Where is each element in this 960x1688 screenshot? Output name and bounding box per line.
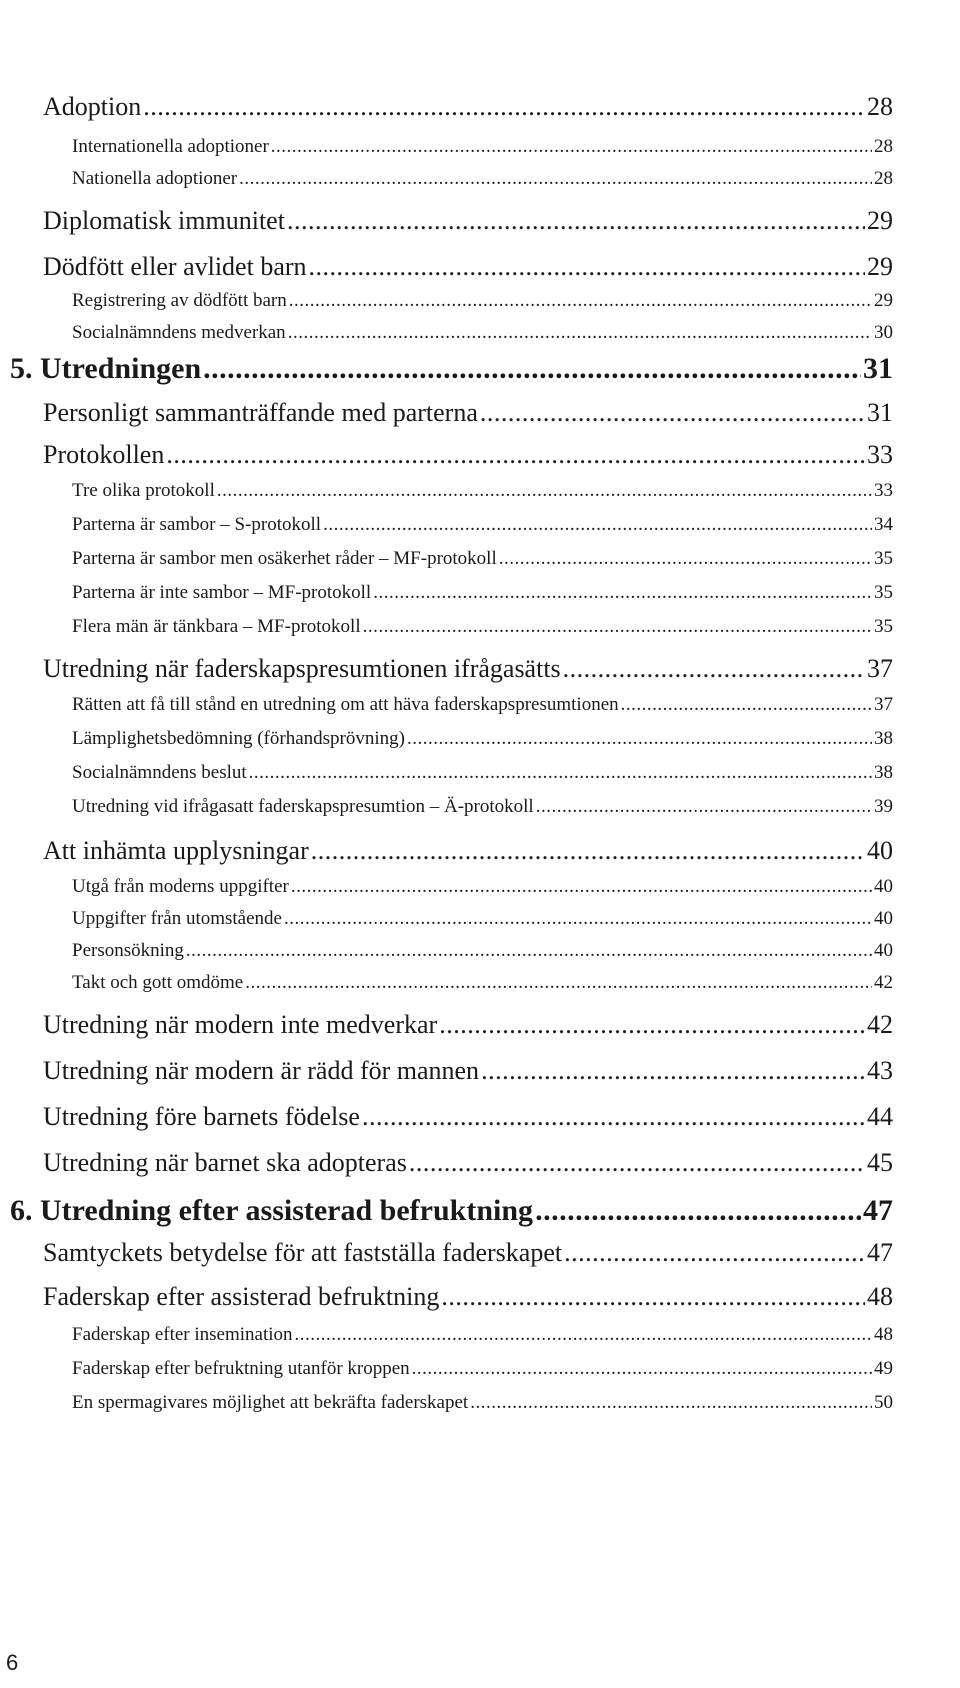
toc-section [43, 1010, 893, 1040]
toc-subsection [72, 1324, 893, 1346]
toc-entry-page: 44 [867, 1102, 893, 1131]
toc-dot-leader [287, 206, 865, 236]
toc-dot-leader [535, 1194, 861, 1228]
toc-entry-title: Utredning när barnet ska adopteras [43, 1148, 407, 1177]
toc-subsection [72, 290, 893, 312]
toc-section [43, 1148, 893, 1178]
toc-dot-leader [239, 168, 872, 190]
toc-subsection [72, 1392, 893, 1414]
toc-entry-page: 48 [867, 1282, 893, 1311]
toc-dot-leader [295, 1324, 872, 1346]
toc-entry-title: Faderskap efter assisterad befruktning [43, 1282, 440, 1311]
toc-entry-title: Utredning vid ifrågasatt faderskapspresumtion – Ä-protokoll [72, 796, 534, 817]
toc-entry-title: Faderskap efter insemination [72, 1324, 293, 1345]
toc-chapter [10, 352, 893, 386]
toc-dot-leader [311, 836, 865, 866]
toc-entry-page: 38 [874, 762, 893, 783]
toc-entry-page: 40 [874, 876, 893, 897]
toc-entry-page: 33 [874, 480, 893, 501]
toc-entry-page: 34 [874, 514, 893, 535]
page-number: 6 [6, 1650, 19, 1675]
toc-subsection [72, 548, 893, 570]
toc-dot-leader [186, 940, 872, 962]
toc-entry-title: Socialnämndens beslut [72, 762, 247, 783]
toc-entry-page: 35 [874, 548, 893, 569]
toc-subsection [72, 322, 893, 344]
toc-subsection [72, 728, 893, 750]
toc-section [43, 1282, 893, 1312]
toc-dot-leader [289, 290, 872, 312]
toc-entry-page: 47 [863, 1194, 893, 1227]
toc-dot-leader [363, 616, 872, 638]
toc-subsection [72, 1358, 893, 1380]
toc-entry-page: 30 [874, 322, 893, 343]
toc-entry-title: Parterna är inte sambor – MF-protokoll [72, 582, 372, 603]
toc-entry-page: 29 [867, 206, 893, 235]
toc-entry-title: Personsökning [72, 940, 184, 961]
toc-dot-leader [203, 352, 861, 386]
toc-subsection [72, 908, 893, 930]
toc-dot-leader [481, 1056, 865, 1086]
toc-entry-title: Samtyckets betydelse för att fastställa faderskapet [43, 1238, 563, 1267]
toc-subsection [72, 136, 893, 158]
toc-dot-leader [309, 252, 865, 282]
toc-entry-page: 31 [867, 398, 893, 427]
toc-entry-page: 42 [874, 972, 893, 993]
toc-entry-page: 49 [874, 1358, 893, 1379]
toc-entry-page: 45 [867, 1148, 893, 1177]
toc-entry-page: 37 [874, 694, 893, 715]
toc-dot-leader [323, 514, 872, 536]
toc-entry-page: 38 [874, 728, 893, 749]
toc-entry-title: Uppgifter från utomstående [72, 908, 282, 929]
toc-entry-title: Internationella adoptioner [72, 136, 269, 157]
toc-dot-leader [143, 92, 865, 122]
toc-section [43, 440, 893, 470]
toc-subsection [72, 168, 893, 190]
toc-entry-page: 28 [874, 168, 893, 189]
toc-section [43, 836, 893, 866]
toc-dot-leader [288, 322, 872, 344]
toc-entry-page: 40 [874, 940, 893, 961]
toc-section [43, 92, 893, 122]
toc-chapter [10, 1194, 893, 1228]
toc-entry-page: 31 [863, 352, 893, 385]
toc-entry-title: En spermagivares möjlighet att bekräfta faderskapet [72, 1392, 469, 1413]
toc-dot-leader [412, 1358, 872, 1380]
toc-entry-page: 39 [874, 796, 893, 817]
toc-entry-page: 42 [867, 1010, 893, 1039]
toc-entry-page: 28 [874, 136, 893, 157]
toc-entry-title: Personligt sammanträffande med parterna [43, 398, 478, 427]
toc-dot-leader [284, 908, 872, 930]
toc-entry-page: 37 [867, 654, 893, 683]
toc-dot-leader [499, 548, 872, 570]
toc-entry-title: 5. Utredningen [10, 352, 202, 385]
toc-entry-title: Parterna är sambor – S-protokoll [72, 514, 322, 535]
toc-entry-page: 50 [874, 1392, 893, 1413]
toc-dot-leader [536, 796, 872, 818]
toc-subsection [72, 616, 893, 638]
toc-dot-leader [245, 972, 872, 994]
toc-entry-page: 40 [867, 836, 893, 865]
toc-entry-page: 28 [867, 92, 893, 121]
toc-dot-leader [373, 582, 872, 604]
toc-dot-leader [249, 762, 872, 784]
toc-entry-page: 43 [867, 1056, 893, 1085]
toc-section [43, 654, 893, 684]
toc-section [43, 398, 893, 428]
toc-entry-title: Adoption [43, 92, 142, 121]
toc-entry-title: Lämplighetsbedömning (förhandsprövning) [72, 728, 405, 749]
toc-dot-leader [564, 1238, 865, 1268]
toc-entry-title: Diplomatisk immunitet [43, 206, 285, 235]
toc-dot-leader [362, 1102, 865, 1132]
toc-subsection [72, 940, 893, 962]
toc-subsection [72, 972, 893, 994]
toc-dot-leader [441, 1282, 865, 1312]
toc-entry-title: Tre olika protokoll [72, 480, 215, 501]
toc-subsection [72, 480, 893, 502]
toc-entry-page: 47 [867, 1238, 893, 1267]
toc-entry-page: 48 [874, 1324, 893, 1345]
toc-dot-leader [291, 876, 872, 898]
toc-subsection [72, 762, 893, 784]
toc-entry-title: Faderskap efter befruktning utanför kroppen [72, 1358, 410, 1379]
toc-entry-page: 29 [874, 290, 893, 311]
toc-section [43, 1238, 893, 1268]
toc-dot-leader [480, 398, 865, 428]
toc-entry-title: Protokollen [43, 440, 165, 469]
toc-section [43, 1102, 893, 1132]
toc-entry-title: Utredning före barnets födelse [43, 1102, 360, 1131]
toc-entry-title: Rätten att få till stånd en utredning om att häva faderskapspresumtionen [72, 694, 619, 715]
toc-dot-leader [470, 1392, 872, 1414]
toc-entry-page: 40 [874, 908, 893, 929]
toc-entry-page: 33 [867, 440, 893, 469]
toc-entry-title: Registrering av dödfött barn [72, 290, 287, 311]
toc-dot-leader [217, 480, 872, 502]
toc-entry-title: Utgå från moderns uppgifter [72, 876, 289, 897]
toc-subsection [72, 582, 893, 604]
toc-entry-title: Utredning när faderskapspresumtionen ifrågasätts [43, 654, 561, 683]
toc-entry-title: Takt och gott omdöme [72, 972, 244, 993]
toc-entry-title: Dödfött eller avlidet barn [43, 252, 307, 281]
toc-entry-page: 35 [874, 582, 893, 603]
toc-dot-leader [271, 136, 872, 158]
toc-section [43, 252, 893, 282]
toc-entry-title: 6. Utredning efter assisterad befruktning [10, 1194, 534, 1227]
toc-entry-title: Socialnämndens medverkan [72, 322, 286, 343]
toc-section [43, 1056, 893, 1086]
toc-entry-title: Parterna är sambor men osäkerhet råder – MF-protokoll [72, 548, 497, 569]
toc-subsection [72, 876, 893, 898]
toc-section [43, 206, 893, 236]
toc-subsection [72, 514, 893, 536]
toc-dot-leader [439, 1010, 865, 1040]
toc-entry-page: 29 [867, 252, 893, 281]
toc-dot-leader [621, 694, 872, 716]
toc-subsection [72, 694, 893, 716]
toc-entry-title: Utredning när modern är rädd för mannen [43, 1056, 480, 1085]
toc-dot-leader [166, 440, 865, 470]
toc-entry-title: Att inhämta upplysningar [43, 836, 309, 865]
toc-dot-leader [563, 654, 865, 684]
toc-subsection [72, 796, 893, 818]
toc-entry-page: 35 [874, 616, 893, 637]
toc-entry-title: Utredning när modern inte medverkar [43, 1010, 438, 1039]
toc-dot-leader [409, 1148, 865, 1178]
toc-entry-title: Nationella adoptioner [72, 168, 238, 189]
toc-entry-title: Flera män är tänkbara – MF-protokoll [72, 616, 361, 637]
toc-dot-leader [407, 728, 872, 750]
